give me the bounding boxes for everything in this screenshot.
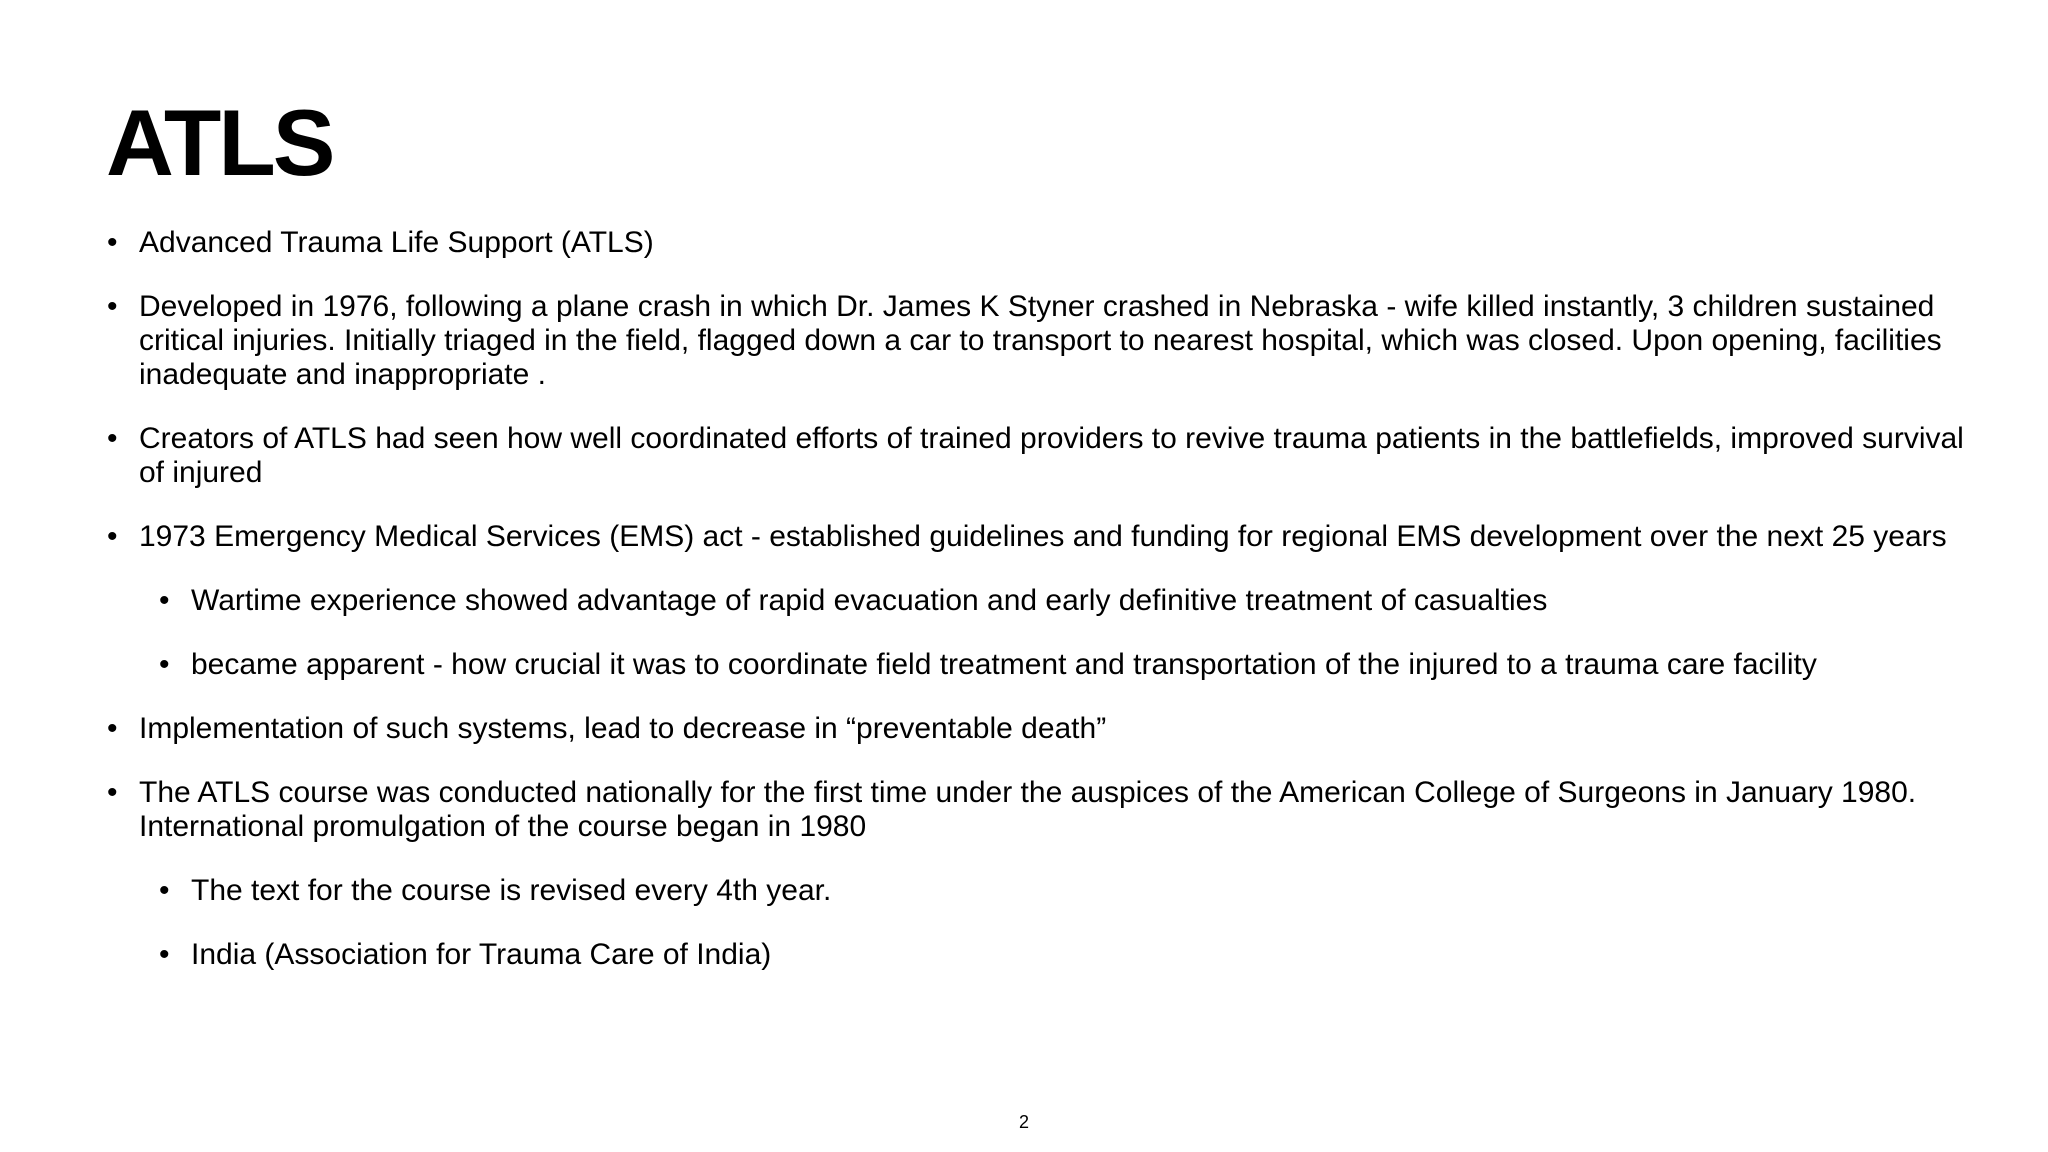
bullet-text: Advanced Trauma Life Support (ATLS) — [139, 226, 654, 259]
bullet-item — [107, 422, 1987, 490]
bullet-text: Implementation of such systems, lead to decrease in “preventable death” — [139, 712, 1107, 745]
bullet-icon: • — [107, 776, 118, 809]
bullet-text: The ATLS course was conducted nationally for the first time under the auspices of the American College of Surgeons in January 1980. International promulgation of the course began in 1980 — [139, 776, 1917, 843]
bullet-item — [107, 520, 1987, 554]
bullet-item — [107, 776, 1987, 844]
bullet-text: Creators of ATLS had seen how well coordinated efforts of trained providers to revive trauma patients in the battlefields, improved survival of injured — [139, 422, 1964, 489]
bullet-icon: • — [159, 938, 170, 971]
bullet-icon: • — [107, 290, 118, 323]
sub-bullet-item — [107, 648, 1987, 682]
bullet-text: Wartime experience showed advantage of rapid evacuation and early definitive treatment of casualties — [191, 584, 1548, 617]
bullet-item — [107, 290, 1987, 392]
bullet-text: 1973 Emergency Medical Services (EMS) act - established guidelines and funding for regional EMS development over the next 25 years — [139, 520, 1947, 553]
bullet-icon: • — [107, 422, 118, 455]
bullet-text: The text for the course is revised every 4th year. — [191, 874, 832, 907]
bullet-icon: • — [159, 874, 170, 907]
bullet-text: India (Association for Trauma Care of India) — [191, 938, 772, 971]
bullet-text: Developed in 1976, following a plane crash in which Dr. James K Styner crashed in Nebraska - wife killed instantly, 3 children sustained critical injuries. Initially triaged in the field, flagged down a car to transport to nearest hospital, which was closed. Upon opening, facilities inadequate and inappropriate . — [139, 290, 1942, 391]
bullet-text: became apparent - how crucial it was to coordinate field treatment and transportation of the injured to a trauma care facility — [191, 648, 1817, 681]
sub-bullet-item — [107, 938, 1987, 972]
bullet-list — [107, 226, 1987, 1002]
bullet-icon: • — [159, 584, 170, 617]
sub-bullet-item — [107, 874, 1987, 908]
bullet-item — [107, 712, 1987, 746]
bullet-icon: • — [107, 226, 118, 259]
page-number: 2 — [1018, 1112, 1029, 1132]
bullet-icon: • — [107, 520, 118, 553]
bullet-icon: • — [159, 648, 170, 681]
bullet-item — [107, 226, 1987, 260]
bullet-icon: • — [107, 712, 118, 745]
sub-bullet-item — [107, 584, 1987, 618]
slide-title: ATLS — [106, 90, 333, 195]
